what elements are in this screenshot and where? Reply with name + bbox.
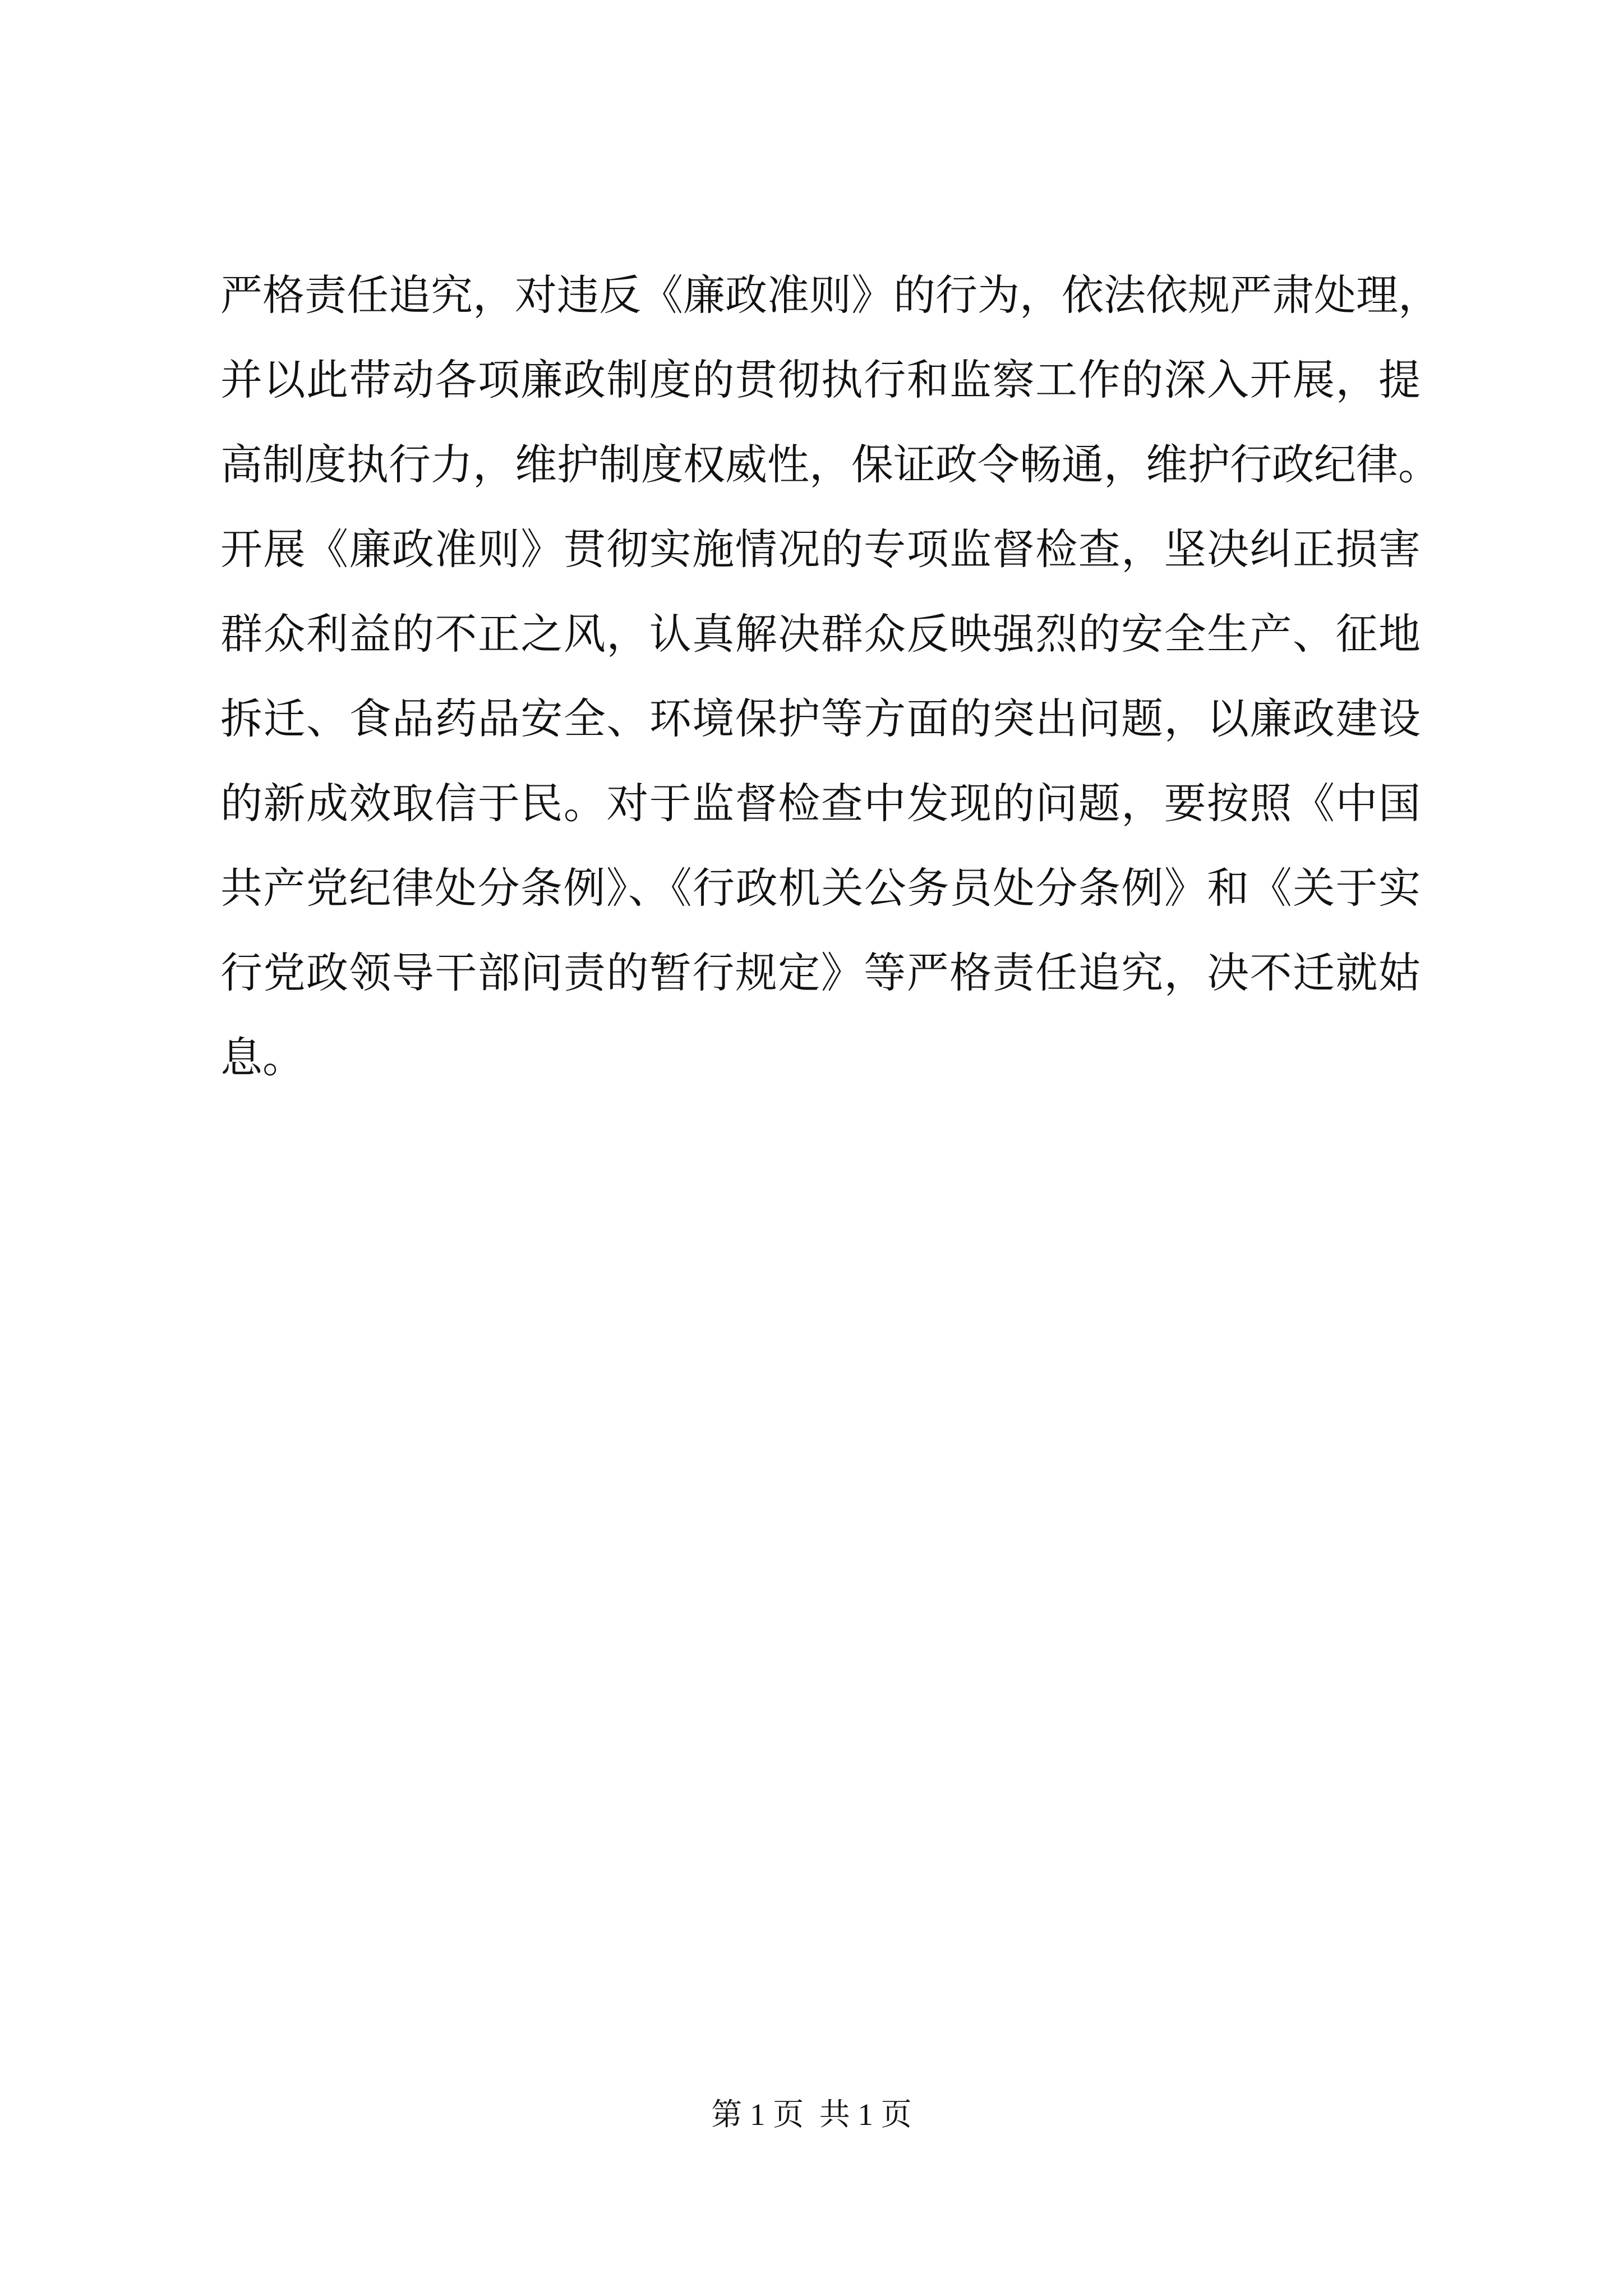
paragraph-line: 共产党纪律处分条例》、《行政机关公务员处分条例》和《关于实 bbox=[220, 863, 1421, 913]
paragraph-line: 高制度执行力，维护制度权威性，保证政令畅通，维护行政纪律。 bbox=[220, 440, 1441, 489]
paragraph-line: 群众利益的不正之风，认真解决群众反映强烈的安全生产、征地 bbox=[220, 609, 1421, 659]
paragraph-line: 开展《廉政准则》贯彻实施情况的专项监督检查，坚决纠正损害 bbox=[220, 524, 1421, 574]
paragraph-line: 行党政领导干部问责的暂行规定》等严格责任追究，决不迁就姑 bbox=[220, 948, 1421, 997]
paragraph-line: 息。 bbox=[220, 1033, 305, 1082]
page-number: 第 1 页 bbox=[711, 2097, 804, 2132]
footer-spacer bbox=[804, 2097, 819, 2132]
paragraph-line: 严格责任追究，对违反《廉政准则》的行为，依法依规严肃处理， bbox=[220, 270, 1441, 320]
paragraph-line: 并以此带动各项廉政制度的贯彻执行和监察工作的深入开展，提 bbox=[220, 355, 1421, 404]
paragraph-line: 的新成效取信于民。对于监督检查中发现的问题，要按照《中国 bbox=[220, 779, 1421, 828]
page-footer bbox=[0, 2095, 1623, 2134]
paragraph-line: 拆迁、食品药品安全、环境保护等方面的突出问题，以廉政建设 bbox=[220, 694, 1421, 743]
page-total: 共 1 页 bbox=[819, 2097, 912, 2132]
body-paragraph bbox=[220, 253, 1441, 1100]
